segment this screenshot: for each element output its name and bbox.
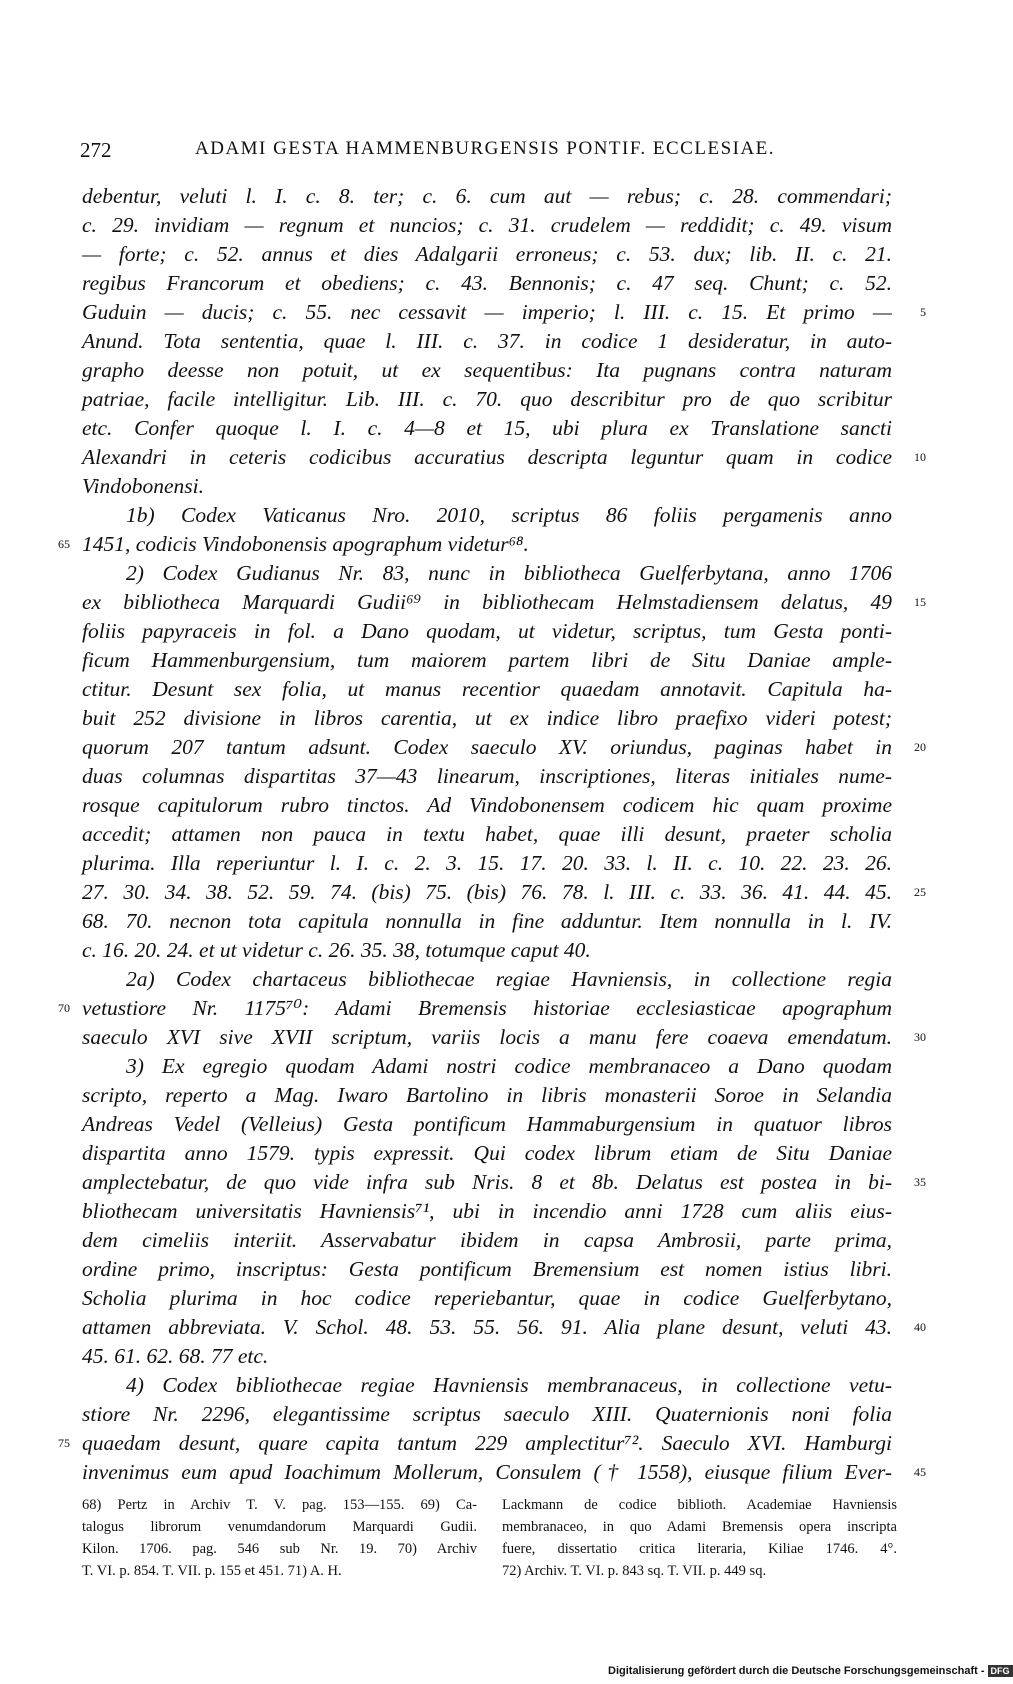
text-line bbox=[82, 1342, 892, 1371]
text-line bbox=[82, 414, 892, 443]
text-line-content: — forte; c. 52. annus et dies Adalgarii erroneus; c. 53. dux; lib. II. c. 21. bbox=[82, 242, 892, 266]
text-line bbox=[82, 878, 926, 907]
text-line-content: Scholia plurima in hoc codice reperiebantur, quae in codice Guelferbytano, bbox=[82, 1286, 892, 1310]
body-text bbox=[58, 182, 926, 1487]
page-header bbox=[80, 138, 910, 168]
footnote-line: fuere, dissertatio critica literaria, Kiliae 1746. 4°. bbox=[502, 1541, 897, 1557]
text-line bbox=[82, 1110, 892, 1139]
text-line-content: 1b) Codex Vaticanus Nro. 2010, scriptus 86 foliis pergamenis anno bbox=[126, 503, 892, 527]
line-number-right: 30 bbox=[914, 1030, 926, 1044]
text-line bbox=[82, 327, 892, 356]
text-line-content: ex bibliotheca Marquardi Gudii⁶⁹ in bibliothecam Helmstadiensem delatus, 49 bbox=[82, 590, 892, 614]
text-line-content: Anund. Tota sententia, quae l. III. c. 37. in codice 1 desideratur, in auto- bbox=[82, 329, 892, 353]
text-line bbox=[58, 994, 892, 1023]
footnote-line: talogus librorum venumdandorum Marquardi Gudii. bbox=[82, 1519, 477, 1535]
text-line-content: saeculo XVI sive XVII scriptum, variis locis a manu fere coaeva emendatum. bbox=[82, 1025, 892, 1049]
text-line bbox=[82, 1168, 926, 1197]
text-line-content: ctitur. Desunt sex folia, ut manus recentior quaedam annotavit. Capitula ha- bbox=[82, 677, 892, 701]
text-line-content: ordine primo, inscriptus: Gesta pontificum Bremensium est nomen istius libri. bbox=[82, 1257, 892, 1281]
text-line bbox=[82, 646, 892, 675]
digitization-credit bbox=[608, 1665, 1013, 1677]
text-line-content: 1451, codicis Vindobonensis apographum videtur⁶⁸. bbox=[82, 532, 529, 556]
text-line bbox=[82, 936, 892, 965]
text-line-content: Andreas Vedel (Velleius) Gesta pontificum Hammaburgensium in quatuor libros bbox=[82, 1112, 892, 1136]
text-line bbox=[82, 907, 892, 936]
footnote-line: 72) Archiv. T. VI. p. 843 sq. T. VII. p. 449 sq. bbox=[502, 1563, 767, 1579]
text-line bbox=[82, 1255, 892, 1284]
text-line-content: foliis papyraceis in fol. a Dano quodam, ut videtur, scriptus, tum Gesta ponti- bbox=[82, 619, 892, 643]
text-line bbox=[58, 1429, 892, 1458]
text-line bbox=[82, 269, 892, 298]
text-line-content: 3) Ex egregio quodam Adami nostri codice membranaceo a Dano quodam bbox=[126, 1054, 892, 1078]
line-number-right: 10 bbox=[914, 450, 926, 464]
text-line bbox=[82, 791, 892, 820]
text-line-content: patriae, facile intelligitur. Lib. III. c. 70. quo describitur pro de quo scribitur bbox=[82, 387, 892, 411]
text-line bbox=[82, 1313, 926, 1342]
text-line-content: grapho deesse non potuit, ut ex sequentibus: Ita pugnans contra naturam bbox=[82, 358, 892, 382]
text-line-content: 45. 61. 62. 68. 77 etc. bbox=[82, 1344, 269, 1368]
text-line-content: rosque capitulorum rubro tinctos. Ad Vindobonensem codicem hic quam proxime bbox=[82, 793, 892, 817]
line-number-left: 65 bbox=[58, 537, 70, 551]
text-line-content: 27. 30. 34. 38. 52. 59. 74. (bis) 75. (bis) 76. 78. l. III. c. 33. 36. 41. 44. 45. bbox=[82, 880, 892, 904]
running-head: ADAMI GESTA HAMMENBURGENSIS PONTIF. ECCLESIAE. bbox=[195, 138, 776, 159]
text-line bbox=[82, 675, 892, 704]
line-number-right: 40 bbox=[914, 1320, 926, 1334]
text-line-content: vetustiore Nr. 1175⁷⁰: Adami Bremensis historiae ecclesiasticae apographum bbox=[82, 996, 892, 1020]
text-line bbox=[82, 965, 892, 994]
text-line bbox=[82, 1197, 892, 1226]
text-line-content: bliothecam universitatis Havniensis⁷¹, ubi in incendio anni 1728 cum aliis eius- bbox=[82, 1199, 892, 1223]
text-line bbox=[58, 530, 892, 559]
text-line-content: etc. Confer quoque l. I. c. 4—8 et 15, ubi plura ex Translatione sancti bbox=[82, 416, 892, 440]
text-line bbox=[82, 1458, 926, 1487]
text-line bbox=[82, 849, 892, 878]
text-line bbox=[82, 472, 892, 501]
text-line-content: scripto, reperto a Mag. Iwaro Bartolino in libris monasterii Soroe in Selandia bbox=[82, 1083, 892, 1107]
text-line-content: c. 16. 20. 24. et ut videtur c. 26. 35. 38, totumque caput 40. bbox=[82, 938, 591, 962]
text-line-content: Vindobonensi. bbox=[82, 474, 205, 498]
text-line bbox=[82, 240, 892, 269]
text-line bbox=[82, 182, 892, 211]
text-line-content: debentur, veluti l. I. c. 8. ter; c. 6. cum aut — rebus; c. 28. commendari; bbox=[82, 184, 892, 208]
text-line-content: 68. 70. necnon tota capitula nonnulla in fine adduntur. Item nonnulla in l. IV. bbox=[82, 909, 892, 933]
text-line bbox=[82, 559, 892, 588]
line-number-right: 25 bbox=[914, 885, 926, 899]
text-line bbox=[82, 617, 892, 646]
footnote-line: Kilon. 1706. pag. 546 sub Nr. 19. 70) Archiv bbox=[82, 1541, 477, 1557]
text-line-content: invenimus eum apud Ioachimum Mollerum, Consulem († 1558), eiusque filium Ever- bbox=[82, 1460, 892, 1484]
text-line bbox=[82, 1023, 926, 1052]
text-line bbox=[82, 588, 926, 617]
text-line bbox=[82, 762, 892, 791]
text-line-content: 2) Codex Gudianus Nr. 83, nunc in bibliotheca Guelferbytana, anno 1706 bbox=[126, 561, 892, 585]
text-line-content: 4) Codex bibliothecae regiae Havniensis membranaceus, in collectione vetu- bbox=[126, 1373, 892, 1397]
text-line-content: dispartita anno 1579. typis expressit. Qui codex librum etiam de Situ Daniae bbox=[82, 1141, 892, 1165]
text-line-content: 2a) Codex chartaceus bibliothecae regiae Havniensis, in collectione regia bbox=[126, 967, 892, 991]
footer-text: Digitalisierung gefördert durch die Deutsche Forschungsgemeinschaft - bbox=[608, 1665, 985, 1677]
text-line-content: buit 252 divisione in libros carentia, ut ex indice libro praefixo videri potest; bbox=[82, 706, 892, 730]
dfg-logo: DFG bbox=[988, 1665, 1013, 1677]
text-line-content: dem cimeliis interiit. Asservabatur ibidem in capsa Ambrosii, parte prima, bbox=[82, 1228, 892, 1252]
text-line-content: Alexandri in ceteris codicibus accuratius descripta leguntur quam in codice bbox=[82, 445, 892, 469]
text-line bbox=[82, 1052, 892, 1081]
text-line bbox=[82, 298, 926, 327]
line-number-left: 75 bbox=[58, 1436, 70, 1450]
text-line bbox=[82, 1400, 892, 1429]
footnotes-left-column bbox=[82, 1494, 477, 1582]
line-number-right: 35 bbox=[914, 1175, 926, 1189]
text-line bbox=[82, 385, 892, 414]
text-line-content: duas columnas dispartitas 37—43 linearum, inscriptiones, literas initiales nume- bbox=[82, 764, 892, 788]
text-line-content: regibus Francorum et obediens; c. 43. Bennonis; c. 47 seq. Chunt; c. 52. bbox=[82, 271, 892, 295]
text-line-content: accedit; attamen non pauca in textu habet, quae illi desunt, praeter scholia bbox=[82, 822, 892, 846]
footnote-line: membranaceo, in quo Adami Bremensis opera inscripta bbox=[502, 1519, 897, 1535]
text-line bbox=[82, 1284, 892, 1313]
text-line bbox=[82, 820, 892, 849]
text-line-content: plurima. Illa reperiuntur l. I. c. 2. 3. 15. 17. 20. 33. l. II. c. 10. 22. 23. 26. bbox=[82, 851, 892, 875]
text-line-content: stiore Nr. 2296, elegantissime scriptus saeculo XIII. Quaternionis noni folia bbox=[82, 1402, 892, 1426]
line-number-left: 70 bbox=[58, 1001, 70, 1015]
text-line-content: c. 29. invidiam — regnum et nuncios; c. 31. crudelem — reddidit; c. 49. visum bbox=[82, 213, 892, 237]
text-line bbox=[82, 1081, 892, 1110]
footnote-line: Lackmann de codice biblioth. Academiae Havniensis bbox=[502, 1497, 897, 1513]
text-line bbox=[82, 1371, 892, 1400]
text-line bbox=[82, 501, 892, 530]
text-line bbox=[82, 211, 892, 240]
text-line bbox=[82, 443, 926, 472]
text-line bbox=[82, 733, 926, 762]
text-line-content: ficum Hammenburgensium, tum maiorem partem libri de Situ Daniae ample- bbox=[82, 648, 892, 672]
text-line bbox=[82, 356, 892, 385]
text-line bbox=[82, 1226, 892, 1255]
line-number-right: 20 bbox=[914, 740, 926, 754]
page-number: 272 bbox=[80, 138, 112, 162]
text-line-content: amplectebatur, de quo vide infra sub Nris. 8 et 8b. Delatus est postea in bi- bbox=[82, 1170, 892, 1194]
line-number-right: 45 bbox=[914, 1465, 926, 1479]
line-number-right: 15 bbox=[914, 595, 926, 609]
text-line-content: Guduin — ducis; c. 55. nec cessavit — imperio; l. III. c. 15. Et primo — bbox=[82, 300, 892, 324]
footnote-line: 68) Pertz in Archiv T. V. pag. 153—155. 69) Ca- bbox=[82, 1497, 477, 1513]
footnotes-right-column bbox=[502, 1494, 897, 1582]
text-line-content: quaedam desunt, quare capita tantum 229 amplectitur⁷². Saeculo XVI. Hamburgi bbox=[82, 1431, 892, 1455]
text-line-content: quorum 207 tantum adsunt. Codex saeculo XV. oriundus, paginas habet in bbox=[82, 735, 892, 759]
text-line bbox=[82, 1139, 892, 1168]
line-number-right: 5 bbox=[920, 305, 926, 319]
footnote-line: T. VI. p. 854. T. VII. p. 155 et 451. 71) A. H. bbox=[82, 1563, 342, 1579]
text-line bbox=[82, 704, 892, 733]
text-line-content: attamen abbreviata. V. Schol. 48. 53. 55. 56. 91. Alia plane desunt, veluti 43. bbox=[82, 1315, 892, 1339]
